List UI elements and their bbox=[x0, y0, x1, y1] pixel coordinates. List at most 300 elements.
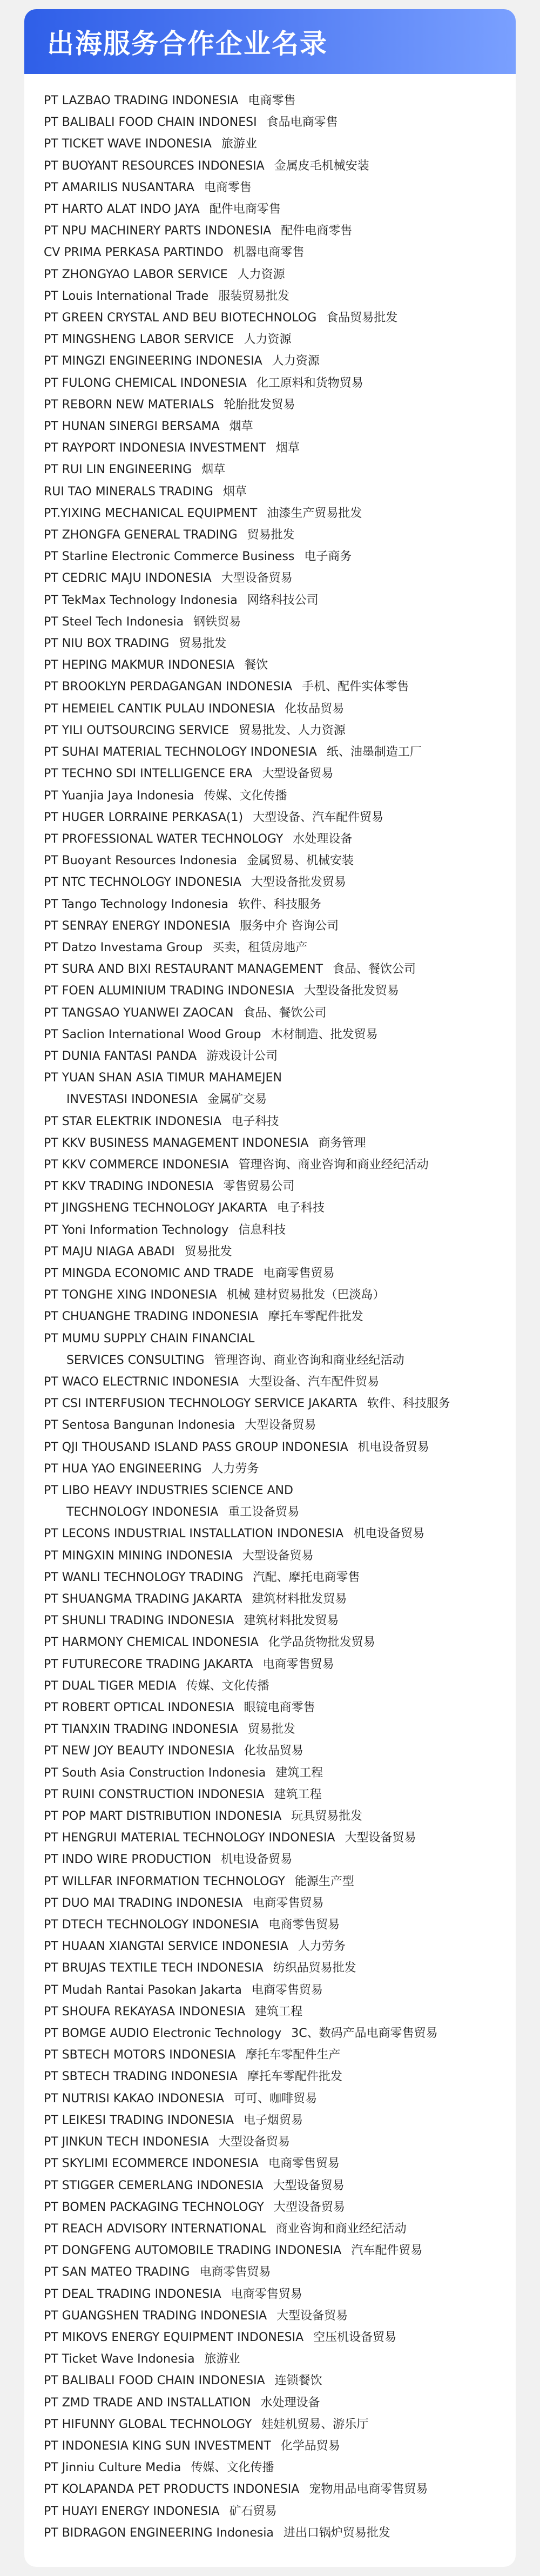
company-name: PT REBORN NEW MATERIALS bbox=[44, 398, 214, 412]
business-type: 网络科技公司 bbox=[247, 593, 319, 607]
company-name: PT STAR ELEKTRIK INDONESIA bbox=[44, 1114, 222, 1128]
company-name: SERVICES CONSULTING bbox=[66, 1353, 205, 1367]
company-name: PT KKV TRADING INDONESIA bbox=[44, 1180, 214, 1194]
company-name: PT BRUJAS TEXTILE TECH INDONESIA bbox=[44, 1961, 264, 1975]
business-type: 化妆品贸易 bbox=[285, 702, 345, 716]
company-name: PT BIDRAGON ENGINEERING Indonesia bbox=[44, 2526, 274, 2540]
company-name: PT NUTRISI KAKAO INDONESIA bbox=[44, 2091, 225, 2106]
company-name: TECHNOLOGY INDONESIA bbox=[66, 1505, 219, 1519]
company-entry bbox=[44, 1567, 516, 1589]
company-name: PT DEAL TRADING INDONESIA bbox=[44, 2287, 221, 2301]
company-name: PT Steel Tech Indonesia bbox=[44, 615, 184, 629]
business-type: 重工设备贸易 bbox=[228, 1505, 300, 1519]
company-name: PT TekMax Technology Indonesia bbox=[44, 593, 238, 607]
company-name: PT BOMGE AUDIO Electronic Technology bbox=[44, 2027, 282, 2041]
business-type: 手机、配件实体零售 bbox=[302, 680, 409, 694]
directory-card bbox=[24, 9, 516, 2567]
company-entry bbox=[44, 894, 516, 916]
company-name: PT HARTO ALAT INDO JAYA bbox=[44, 203, 200, 217]
company-name: RUI TAO MINERALS TRADING bbox=[44, 485, 213, 499]
company-name: PT SHUANGMA TRADING JAKARTA bbox=[44, 1592, 242, 1606]
company-name: PT HEPING MAKMUR INDONESIA bbox=[44, 658, 235, 672]
business-type: 人力劳务 bbox=[298, 1940, 346, 1954]
company-entry bbox=[44, 1003, 516, 1024]
company-name: PT DUNIA FANTASI PANDA bbox=[44, 1049, 197, 1063]
company-entry bbox=[44, 1806, 516, 1827]
company-name: PT BALIBALI FOOD CHAIN INDONESI bbox=[44, 116, 257, 130]
business-type: 摩托车零配件生产 bbox=[245, 2048, 341, 2062]
company-name: PT NTC TECHNOLOGY INDONESIA bbox=[44, 876, 241, 890]
company-entry bbox=[44, 503, 516, 524]
company-entry bbox=[44, 633, 516, 655]
company-entry bbox=[44, 1241, 516, 1263]
company-entry bbox=[44, 1458, 516, 1480]
business-type: 金属贸易、机械安装 bbox=[247, 854, 354, 868]
company-name: PT LEIKESI TRADING INDONESIA bbox=[44, 2113, 234, 2127]
company-name: PT HENGRUI MATERIAL TECHNOLOGY INDONESIA bbox=[44, 1831, 335, 1845]
business-type: 烟草 bbox=[222, 485, 247, 499]
company-name: PT FULONG CHEMICAL INDONESIA bbox=[44, 376, 247, 390]
company-entry bbox=[44, 1697, 516, 1719]
business-type: 水处理设备 bbox=[293, 832, 353, 846]
company-list bbox=[24, 74, 516, 2544]
business-type: 轮胎批发贸易 bbox=[224, 398, 295, 412]
company-entry bbox=[44, 546, 516, 568]
company-name: PT SKYLIMI ECOMMERCE INDONESIA bbox=[44, 2157, 259, 2171]
business-type: 机电设备贸易 bbox=[221, 1853, 293, 1867]
company-entry bbox=[44, 1480, 516, 1502]
company-name: PT MAJU NIAGA ABADI bbox=[44, 1245, 175, 1259]
business-type: 电商零售 bbox=[248, 94, 296, 107]
business-type: 金属矿交易 bbox=[207, 1093, 267, 1107]
company-name: PT CEDRIC MAJU INDONESIA bbox=[44, 571, 212, 586]
business-type: 人力资源 bbox=[237, 267, 285, 281]
company-entry bbox=[44, 524, 516, 546]
company-name: PT SBTECH MOTORS INDONESIA bbox=[44, 2048, 236, 2062]
business-type: 大型设备贸易 bbox=[262, 767, 334, 781]
company-name: PT CSI INTERFUSION TECHNOLOGY SERVICE JAKARTA bbox=[44, 1397, 357, 1411]
company-name: PT HUAAN XIANGTAI SERVICE INDONESIA bbox=[44, 1940, 288, 1954]
company-entry bbox=[44, 2262, 516, 2283]
company-entry bbox=[44, 1154, 516, 1176]
company-name: PT TONGHE XING INDONESIA bbox=[44, 1288, 217, 1302]
company-entry bbox=[44, 2457, 516, 2479]
company-entry bbox=[44, 1371, 516, 1393]
business-type: 摩托车零配件批发 bbox=[268, 1310, 363, 1324]
business-type: 服装贸易批发 bbox=[218, 289, 290, 303]
company-name: PT GREEN CRYSTAL AND BEU BIOTECHNOLOG bbox=[44, 311, 317, 325]
company-name: PT South Asia Construction Indonesia bbox=[44, 1766, 266, 1780]
business-type: 烟草 bbox=[201, 463, 226, 477]
company-name: PT WACO ELECTRNIC INDONESIA bbox=[44, 1375, 239, 1389]
business-type: 纺织品贸易批发 bbox=[273, 1961, 356, 1975]
business-type: 软件、科技服务 bbox=[367, 1397, 450, 1411]
business-type: 空压机设备贸易 bbox=[313, 2330, 397, 2344]
company-entry bbox=[44, 2066, 516, 2088]
business-type: 餐饮 bbox=[244, 658, 268, 672]
company-name: PT MINGXIN MINING INDONESIA bbox=[44, 1549, 233, 1563]
business-type: 贸易批发 bbox=[179, 637, 227, 651]
company-name: PT Tango Technology Indonesia bbox=[44, 897, 228, 911]
company-name: PT TIANXIN TRADING INDONESIA bbox=[44, 1723, 239, 1737]
business-type: 大型设备贸易 bbox=[345, 1831, 416, 1845]
company-name: PT POP MART DISTRIBUTION INDONESIA bbox=[44, 1810, 282, 1824]
company-entry bbox=[44, 2501, 516, 2523]
business-type: 大型设备贸易 bbox=[273, 2200, 345, 2214]
company-entry bbox=[44, 785, 516, 807]
company-name: PT BROOKLYN PERDAGANGAN INDONESIA bbox=[44, 680, 293, 694]
company-entry bbox=[44, 959, 516, 980]
company-entry bbox=[44, 1067, 516, 1089]
business-type: 可可、咖啡贸易 bbox=[234, 2091, 318, 2106]
business-type: 电商零售贸易 bbox=[199, 2265, 271, 2279]
business-type: 电子科技 bbox=[231, 1114, 279, 1128]
company-entry bbox=[44, 872, 516, 893]
company-entry bbox=[44, 2392, 516, 2414]
company-entry bbox=[44, 1133, 516, 1154]
company-name: PT HUNAN SINERGI BERSAMA bbox=[44, 420, 220, 434]
company-name: PT MINGDA ECONOMIC AND TRADE bbox=[44, 1266, 254, 1280]
company-entry bbox=[44, 2153, 516, 2175]
business-type: 纸、油墨制造工厂 bbox=[326, 745, 422, 759]
company-name: PT DTECH TECHNOLOGY INDONESIA bbox=[44, 1918, 259, 1932]
company-name: PT ROBERT OPTICAL INDONESIA bbox=[44, 1701, 234, 1715]
company-name: PT MINGSHENG LABOR SERVICE bbox=[44, 333, 234, 347]
company-entry bbox=[44, 264, 516, 286]
company-entry bbox=[44, 1827, 516, 1849]
business-type: 钢铁贸易 bbox=[193, 615, 241, 629]
company-name: PT YUAN SHAN ASIA TIMUR MAHAMEJEN bbox=[44, 1071, 282, 1085]
company-name: INVESTASI INDONESIA bbox=[66, 1093, 198, 1107]
company-entry bbox=[44, 1306, 516, 1328]
business-type: 商务管理 bbox=[318, 1136, 366, 1150]
company-name: PT DONGFENG AUTOMOBILE TRADING INDONESIA bbox=[44, 2244, 342, 2258]
business-type: 建筑材料批发贸易 bbox=[244, 1614, 339, 1628]
business-type: 进出口锅炉贸易批发 bbox=[283, 2526, 390, 2540]
business-type: 人力资源 bbox=[272, 354, 320, 368]
company-name: PT SENRAY ENERGY INDONESIA bbox=[44, 919, 231, 933]
business-type: 管理咨询、商业咨询和商业经纪活动 bbox=[214, 1353, 404, 1367]
business-type: 旅游业 bbox=[221, 137, 257, 151]
company-entry bbox=[44, 1350, 516, 1371]
company-name: PT KKV COMMERCE INDONESIA bbox=[44, 1158, 229, 1172]
company-name: PT LIBO HEAVY INDUSTRIES SCIENCE AND bbox=[44, 1484, 293, 1497]
business-type: 服务中介 咨询公司 bbox=[240, 919, 339, 933]
company-name: PT Sentosa Bangunan Indonesia bbox=[44, 1418, 235, 1432]
company-entry bbox=[44, 373, 516, 394]
company-entry bbox=[44, 2110, 516, 2131]
company-entry bbox=[44, 1024, 516, 1046]
company-name: PT AMARILIS NUSANTARA bbox=[44, 180, 194, 194]
company-entry bbox=[44, 980, 516, 1002]
company-entry bbox=[44, 829, 516, 850]
company-name: PT LECONS INDUSTRIAL INSTALLATION INDONESIA bbox=[44, 1527, 344, 1541]
business-type: 大型设备贸易 bbox=[273, 2178, 345, 2192]
business-type: 电商零售贸易 bbox=[262, 1657, 334, 1671]
company-entry bbox=[44, 481, 516, 503]
company-name: PT SHOUFA REKAYASA INDONESIA bbox=[44, 2005, 246, 2019]
company-entry bbox=[44, 1220, 516, 1241]
company-name: PT BOMEN PACKAGING TECHNOLOGY bbox=[44, 2200, 264, 2214]
business-type: 人力资源 bbox=[244, 333, 292, 347]
company-entry bbox=[44, 720, 516, 742]
business-type: 建筑工程 bbox=[255, 2005, 303, 2019]
business-type: 化妆品贸易 bbox=[244, 1744, 303, 1758]
company-entry bbox=[44, 2523, 516, 2544]
company-entry bbox=[44, 1763, 516, 1784]
business-type: 传媒、文化传播 bbox=[186, 1679, 269, 1693]
company-entry bbox=[44, 2197, 516, 2218]
company-entry bbox=[44, 177, 516, 199]
company-entry bbox=[44, 459, 516, 481]
company-name: PT WILLFAR INFORMATION TECHNOLOGY bbox=[44, 1874, 285, 1888]
business-type: 机电设备贸易 bbox=[353, 1527, 425, 1541]
company-entry bbox=[44, 1589, 516, 1610]
business-type: 买卖，租赁房地产 bbox=[212, 940, 308, 954]
business-type: 能源生产型 bbox=[294, 1874, 354, 1888]
business-type: 3C、数码产品电商零售贸易 bbox=[291, 2027, 438, 2041]
company-name: PT MIKOVS ENERGY EQUIPMENT INDONESIA bbox=[44, 2330, 304, 2344]
business-type: 大型设备贸易 bbox=[221, 571, 293, 586]
business-type: 烟草 bbox=[275, 441, 300, 455]
company-entry bbox=[44, 676, 516, 698]
company-name: PT Mudah Rantai Pasokan Jakarta bbox=[44, 1983, 242, 1997]
company-entry bbox=[44, 2436, 516, 2457]
company-entry bbox=[44, 329, 516, 351]
company-entry bbox=[44, 2349, 516, 2370]
company-name: PT Yuanjia Jaya Indonesia bbox=[44, 789, 194, 803]
company-entry bbox=[44, 1958, 516, 1979]
business-type: 电商零售贸易 bbox=[251, 1983, 323, 1997]
business-type: 食品、餐饮公司 bbox=[243, 1006, 327, 1020]
company-entry bbox=[44, 438, 516, 459]
company-name: PT Yoni Information Technology bbox=[44, 1223, 229, 1237]
business-type: 贸易批发 bbox=[248, 1723, 296, 1737]
company-name: PT STIGGER CEMERLANG INDONESIA bbox=[44, 2178, 264, 2192]
company-name: PT SHUNLI TRADING INDONESIA bbox=[44, 1614, 234, 1628]
business-type: 零售贸易公司 bbox=[223, 1180, 295, 1194]
company-entry bbox=[44, 1198, 516, 1219]
company-entry bbox=[44, 1849, 516, 1871]
business-type: 烟草 bbox=[229, 420, 253, 434]
company-name: PT JINKUN TECH INDONESIA bbox=[44, 2135, 209, 2149]
company-entry bbox=[44, 611, 516, 633]
business-type: 建筑工程 bbox=[274, 1787, 322, 1801]
company-entry bbox=[44, 1415, 516, 1436]
business-type: 机器电商零售 bbox=[233, 246, 305, 260]
business-type: 木材制造、批发贸易 bbox=[271, 1027, 378, 1041]
business-type: 摩托车零配件批发 bbox=[247, 2070, 342, 2084]
company-name: PT INDONESIA KING SUN INVESTMENT bbox=[44, 2439, 271, 2453]
company-entry bbox=[44, 1740, 516, 1762]
company-name: PT HUA YAO ENGINEERING bbox=[44, 1462, 202, 1476]
company-entry bbox=[44, 286, 516, 307]
business-type: 传媒、文化传播 bbox=[191, 2461, 274, 2475]
company-name: PT MUMU SUPPLY CHAIN FINANCIAL bbox=[44, 1331, 255, 1346]
company-name: PT TICKET WAVE INDONESIA bbox=[44, 137, 212, 151]
company-entry bbox=[44, 916, 516, 937]
business-type: 大型设备贸易 bbox=[245, 1418, 316, 1432]
business-type: 贸易批发、人力资源 bbox=[238, 723, 346, 737]
business-type: 化工原料和货物贸易 bbox=[256, 376, 363, 390]
business-type: 大型设备贸易 bbox=[276, 2309, 348, 2323]
company-name: PT MINGZI ENGINEERING INDONESIA bbox=[44, 354, 262, 368]
business-type: 电商零售贸易 bbox=[268, 1918, 340, 1932]
company-name: PT KOLAPANDA PET PRODUCTS INDONESIA bbox=[44, 2483, 300, 2497]
company-entry bbox=[44, 698, 516, 720]
company-name: PT RUINI CONSTRUCTION INDONESIA bbox=[44, 1787, 265, 1801]
company-entry bbox=[44, 807, 516, 829]
company-entry bbox=[44, 2044, 516, 2066]
company-entry bbox=[44, 937, 516, 959]
company-entry bbox=[44, 90, 516, 112]
company-entry bbox=[44, 2023, 516, 2044]
business-type: 眼镜电商零售 bbox=[244, 1701, 315, 1715]
company-entry bbox=[44, 1784, 516, 1806]
company-name: PT TANGSAO YUANWEI ZAOCAN bbox=[44, 1006, 234, 1020]
business-type: 电子商务 bbox=[304, 550, 352, 564]
company-entry bbox=[44, 1502, 516, 1523]
business-type: 信息科技 bbox=[238, 1223, 286, 1237]
company-name: PT PROFESSIONAL WATER TECHNOLOGY bbox=[44, 832, 284, 846]
company-name: PT Saclion International Wood Group bbox=[44, 1027, 261, 1041]
company-name: PT SUHAI MATERIAL TECHNOLOGY INDONESIA bbox=[44, 745, 317, 759]
company-entry bbox=[44, 1545, 516, 1567]
company-entry bbox=[44, 242, 516, 264]
company-name: PT RAYPORT INDONESIA INVESTMENT bbox=[44, 441, 266, 455]
business-type: 建筑工程 bbox=[275, 1766, 323, 1780]
business-type: 食品电商零售 bbox=[266, 116, 338, 130]
company-name: PT DUAL TIGER MEDIA bbox=[44, 1679, 177, 1693]
company-entry bbox=[44, 2414, 516, 2436]
company-entry bbox=[44, 156, 516, 177]
business-type: 电商零售贸易 bbox=[252, 1896, 324, 1910]
business-type: 电商零售贸易 bbox=[263, 1266, 335, 1280]
company-name: PT HEMEIEL CANTIK PULAU INDONESIA bbox=[44, 702, 275, 716]
company-entry bbox=[44, 1980, 516, 2001]
business-type: 大型设备批发贸易 bbox=[251, 876, 346, 890]
company-name: PT FOEN ALUMINIUM TRADING INDONESIA bbox=[44, 984, 294, 998]
company-name: PT.YIXING MECHANICAL EQUIPMENT bbox=[44, 506, 258, 520]
company-name: PT YILI OUTSOURCING SERVICE bbox=[44, 723, 229, 737]
business-type: 玩具贸易批发 bbox=[291, 1810, 363, 1824]
business-type: 化学品货物批发贸易 bbox=[268, 1636, 375, 1650]
company-name: PT DUO MAI TRADING INDONESIA bbox=[44, 1896, 243, 1910]
company-entry bbox=[44, 742, 516, 763]
company-entry bbox=[44, 2218, 516, 2240]
company-entry bbox=[44, 1871, 516, 1893]
company-name: PT Datzo Investama Group bbox=[44, 940, 203, 954]
company-name: PT TECHNO SDI INTELLIGENCE ERA bbox=[44, 767, 253, 781]
company-name: PT NIU BOX TRADING bbox=[44, 637, 170, 651]
company-entry bbox=[44, 2001, 516, 2023]
company-name: PT RUI LIN ENGINEERING bbox=[44, 463, 192, 477]
business-type: 贸易批发 bbox=[184, 1245, 232, 1259]
company-entry bbox=[44, 2479, 516, 2500]
company-entry bbox=[44, 655, 516, 676]
business-type: 大型设备贸易 bbox=[242, 1549, 314, 1563]
company-name: PT SAN MATEO TRADING bbox=[44, 2265, 190, 2279]
business-type: 食品、餐饮公司 bbox=[333, 963, 416, 977]
company-name: PT INDO WIRE PRODUCTION bbox=[44, 1853, 212, 1867]
company-name: PT CHUANGHE TRADING INDONESIA bbox=[44, 1310, 259, 1324]
business-type: 矿石贸易 bbox=[229, 2504, 277, 2518]
business-type: 汽车配件贸易 bbox=[351, 2244, 423, 2258]
business-type: 大型设备、汽车配件贸易 bbox=[248, 1375, 380, 1389]
company-name: PT GUANGSHEN TRADING INDONESIA bbox=[44, 2309, 267, 2323]
company-name: PT ZMD TRADE AND INSTALLATION bbox=[44, 2396, 251, 2410]
business-type: 水处理设备 bbox=[260, 2396, 320, 2410]
company-entry bbox=[44, 199, 516, 220]
company-entry bbox=[44, 1632, 516, 1653]
company-name: PT Buoyant Resources Indonesia bbox=[44, 854, 237, 868]
company-name: PT LAZBAO TRADING INDONESIA bbox=[44, 94, 239, 107]
business-type: 管理咨询、商业咨询和商业经纪活动 bbox=[238, 1158, 429, 1172]
company-entry bbox=[44, 220, 516, 242]
company-entry bbox=[44, 1676, 516, 1697]
business-type: 电子烟贸易 bbox=[244, 2113, 303, 2127]
company-name: PT HUAYI ENERGY INDONESIA bbox=[44, 2504, 220, 2518]
company-entry bbox=[44, 1046, 516, 1067]
company-name: PT ZHONGYAO LABOR SERVICE bbox=[44, 267, 228, 281]
company-name: PT NPU MACHINERY PARTS INDONESIA bbox=[44, 224, 272, 238]
business-type: 配件电商零售 bbox=[209, 203, 281, 217]
business-type: 机电设备贸易 bbox=[357, 1440, 429, 1454]
company-entry bbox=[44, 1719, 516, 1740]
company-entry bbox=[44, 1089, 516, 1111]
company-entry bbox=[44, 1437, 516, 1458]
company-entry bbox=[44, 763, 516, 785]
company-entry bbox=[44, 394, 516, 416]
company-name: PT NEW JOY BEAUTY INDONESIA bbox=[44, 1744, 234, 1758]
company-entry bbox=[44, 307, 516, 329]
page-title: 出海服务合作企业名录 bbox=[47, 28, 328, 59]
business-type: 机械 建材贸易批发（巴淡岛） bbox=[226, 1288, 385, 1302]
company-entry bbox=[44, 1284, 516, 1306]
business-type: 旅游业 bbox=[204, 2352, 240, 2366]
company-name: CV PRIMA PERKASA PARTINDO bbox=[44, 246, 224, 260]
company-entry bbox=[44, 416, 516, 438]
company-entry bbox=[44, 133, 516, 155]
company-entry bbox=[44, 2088, 516, 2110]
company-name: PT REACH ADVISORY INTERNATIONAL bbox=[44, 2222, 266, 2236]
business-type: 配件电商零售 bbox=[281, 224, 353, 238]
business-type: 人力劳务 bbox=[211, 1462, 259, 1476]
header-banner bbox=[24, 9, 516, 74]
company-name: PT Starline Electronic Commerce Business bbox=[44, 550, 295, 564]
company-name: PT FUTURECORE TRADING JAKARTA bbox=[44, 1657, 253, 1671]
business-type: 食品贸易批发 bbox=[326, 311, 398, 325]
business-type: 化学品贸易 bbox=[280, 2439, 340, 2453]
business-type: 贸易批发 bbox=[247, 528, 295, 542]
company-entry bbox=[44, 568, 516, 589]
company-name: PT QJI THOUSAND ISLAND PASS GROUP INDONESIA bbox=[44, 1440, 348, 1454]
company-entry bbox=[44, 590, 516, 611]
business-type: 建筑材料批发贸易 bbox=[252, 1592, 347, 1606]
company-name: PT SURA AND BIXI RESTAURANT MANAGEMENT bbox=[44, 963, 323, 977]
business-type: 游戏设计公司 bbox=[206, 1049, 278, 1063]
business-type: 汽配、摩托电商零售 bbox=[253, 1570, 360, 1584]
company-name: PT KKV BUSINESS MANAGEMENT INDONESIA bbox=[44, 1136, 309, 1150]
business-type: 电商零售贸易 bbox=[231, 2287, 302, 2301]
business-type: 大型设备、汽车配件贸易 bbox=[253, 810, 384, 824]
company-entry bbox=[44, 1936, 516, 1958]
company-entry bbox=[44, 1610, 516, 1632]
business-type: 传媒、文化传播 bbox=[204, 789, 287, 803]
company-name: PT HIFUNNY GLOBAL TECHNOLOGY bbox=[44, 2417, 252, 2431]
business-type: 电商零售贸易 bbox=[268, 2157, 340, 2171]
company-entry bbox=[44, 1263, 516, 1284]
